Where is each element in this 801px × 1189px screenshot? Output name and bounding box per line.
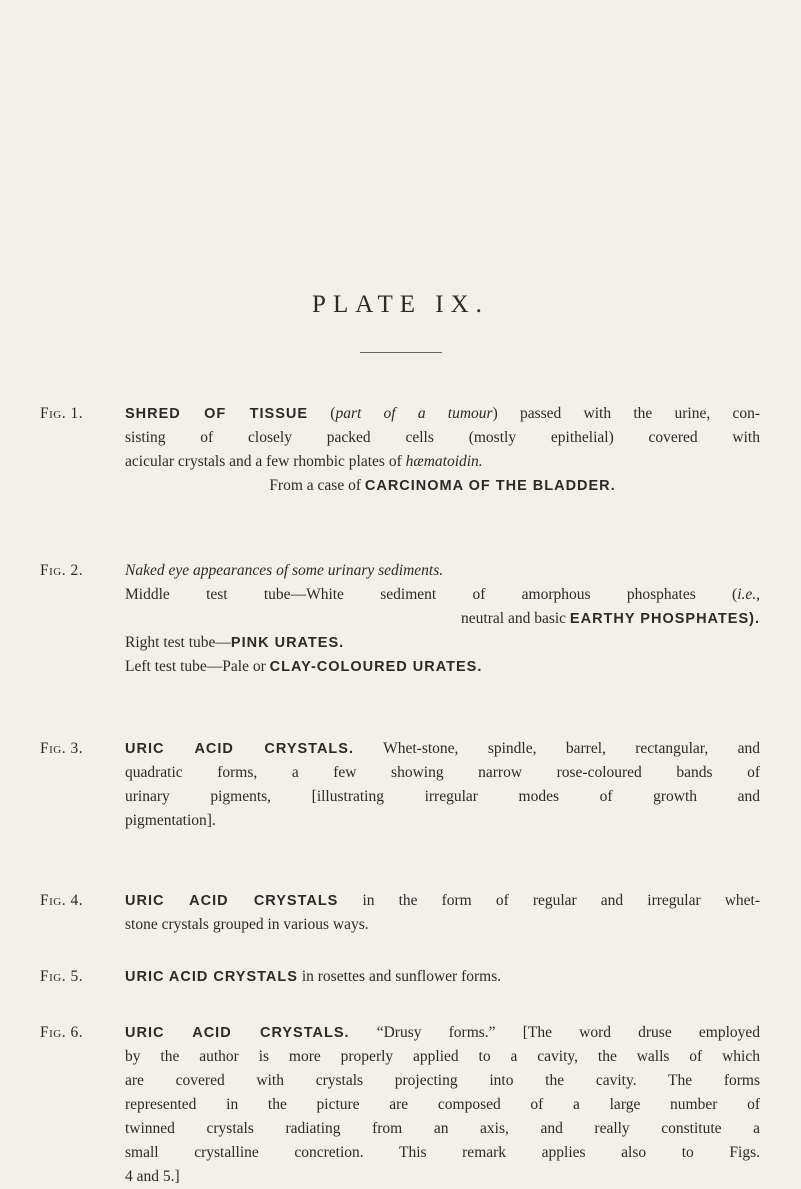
emphasis-caps-text: SHRED OF TISSUE (125, 406, 309, 422)
figure-description (125, 889, 760, 937)
caption-text: ( (308, 405, 336, 422)
caption-text: From a case of (269, 477, 365, 494)
figure-label: Fig. 2. (40, 562, 84, 579)
figure-description (125, 965, 760, 989)
caption-text: in rosettes and sunflower forms. (297, 968, 502, 985)
caption-line (125, 809, 760, 833)
figure-label: Fig. 3. (40, 740, 84, 757)
caption-line (125, 426, 760, 450)
caption-line (125, 1021, 760, 1045)
caption-text: are covered with crystals projecting into the cavity. The forms (125, 1072, 760, 1089)
emphasis-caps-text: URIC ACID CRYSTALS (125, 969, 298, 985)
caption-line (125, 1141, 760, 1165)
emphasis-caps-text: CLAY-COLOURED URATES. (269, 659, 483, 675)
caption-text: sisting of closely packed cells (mostly epithelial) covered with (125, 429, 760, 446)
caption-line (125, 913, 760, 937)
caption-line (125, 737, 760, 761)
caption-line (125, 1117, 760, 1141)
caption-line (125, 785, 760, 809)
caption-line (125, 402, 760, 426)
caption-line (125, 1165, 760, 1189)
title-divider (360, 352, 442, 353)
caption-line (125, 631, 760, 655)
figure-caption-2 (40, 559, 760, 679)
caption-line (125, 583, 760, 607)
caption-line (125, 761, 760, 785)
caption-text: “Drusy forms.” [The word druse employed (349, 1024, 761, 1041)
caption-text: neutral and basic (461, 610, 570, 627)
caption-line (125, 889, 760, 913)
emphasis-caps-text: EARTHY PHOSPHATES). (569, 611, 760, 627)
emphasis-caps-text: PINK URATES. (230, 635, 345, 651)
caption-text: twinned crystals radiating from an axis, and really constitute a (125, 1120, 760, 1137)
figure-caption-5 (40, 965, 760, 989)
caption-text: by the author is more properly applied to a cavity, the walls of which (125, 1048, 760, 1065)
caption-line (125, 450, 760, 474)
caption-line (125, 1069, 760, 1093)
caption-text: Left test tube—Pale or (125, 658, 270, 675)
figure-caption-3 (40, 737, 760, 833)
figure-label: Fig. 4. (40, 892, 84, 909)
figure-description (125, 559, 760, 679)
figure-description (125, 1021, 760, 1189)
caption-line (125, 965, 760, 989)
figure-caption-1 (40, 402, 760, 498)
caption-line (125, 1045, 760, 1069)
caption-text: 4 and 5.] (125, 1168, 180, 1185)
emphasis-caps-text: URIC ACID CRYSTALS. (125, 741, 354, 757)
emphasis-caps-text: CARCINOMA OF THE BLADDER. (364, 478, 616, 494)
caption-line (125, 655, 760, 679)
figure-description (125, 737, 760, 833)
italic-text: hæmatoidin. (405, 453, 483, 470)
italic-text: part of a tumour (335, 405, 493, 422)
caption-text: Middle test tube—White sediment of amorphous phosphates ( (125, 586, 738, 603)
caption-text: ) passed with the urine, con- (492, 405, 760, 422)
caption-text: Whet-stone, spindle, barrel, rectangular, and (354, 740, 760, 757)
caption-text: Right test tube— (125, 634, 231, 651)
caption-text: pigmentation]. (125, 812, 216, 829)
emphasis-caps-text: URIC ACID CRYSTALS (125, 893, 339, 909)
caption-text: small crystalline concretion. This remark applies also to Figs. (125, 1144, 760, 1161)
figure-label: Fig. 6. (40, 1024, 84, 1041)
figure-label: Fig. 1. (40, 405, 84, 422)
italic-text: i.e., (737, 586, 760, 603)
figure-label: Fig. 5. (40, 968, 84, 985)
caption-text: represented in the picture are composed of a large number of (125, 1096, 760, 1113)
caption-text: stone crystals grouped in various ways. (125, 916, 369, 933)
plate-title: PLATE IX. (312, 291, 489, 318)
figure-caption-4 (40, 889, 760, 937)
italic-text: Naked eye appearances of some urinary sediments. (125, 562, 444, 579)
caption-line (125, 559, 760, 583)
caption-text: urinary pigments, [illustrating irregular modes of growth and (125, 788, 760, 805)
caption-line (125, 607, 760, 631)
caption-text: acicular crystals and a few rhombic plates of (125, 453, 406, 470)
caption-line (125, 1093, 760, 1117)
caption-line (125, 474, 760, 498)
figure-description (125, 402, 760, 498)
caption-text: quadratic forms, a few showing narrow rose-coloured bands of (125, 764, 760, 781)
caption-text: in the form of regular and irregular whet- (338, 892, 760, 909)
emphasis-caps-text: URIC ACID CRYSTALS. (125, 1025, 350, 1041)
figure-caption-6 (40, 1021, 760, 1189)
